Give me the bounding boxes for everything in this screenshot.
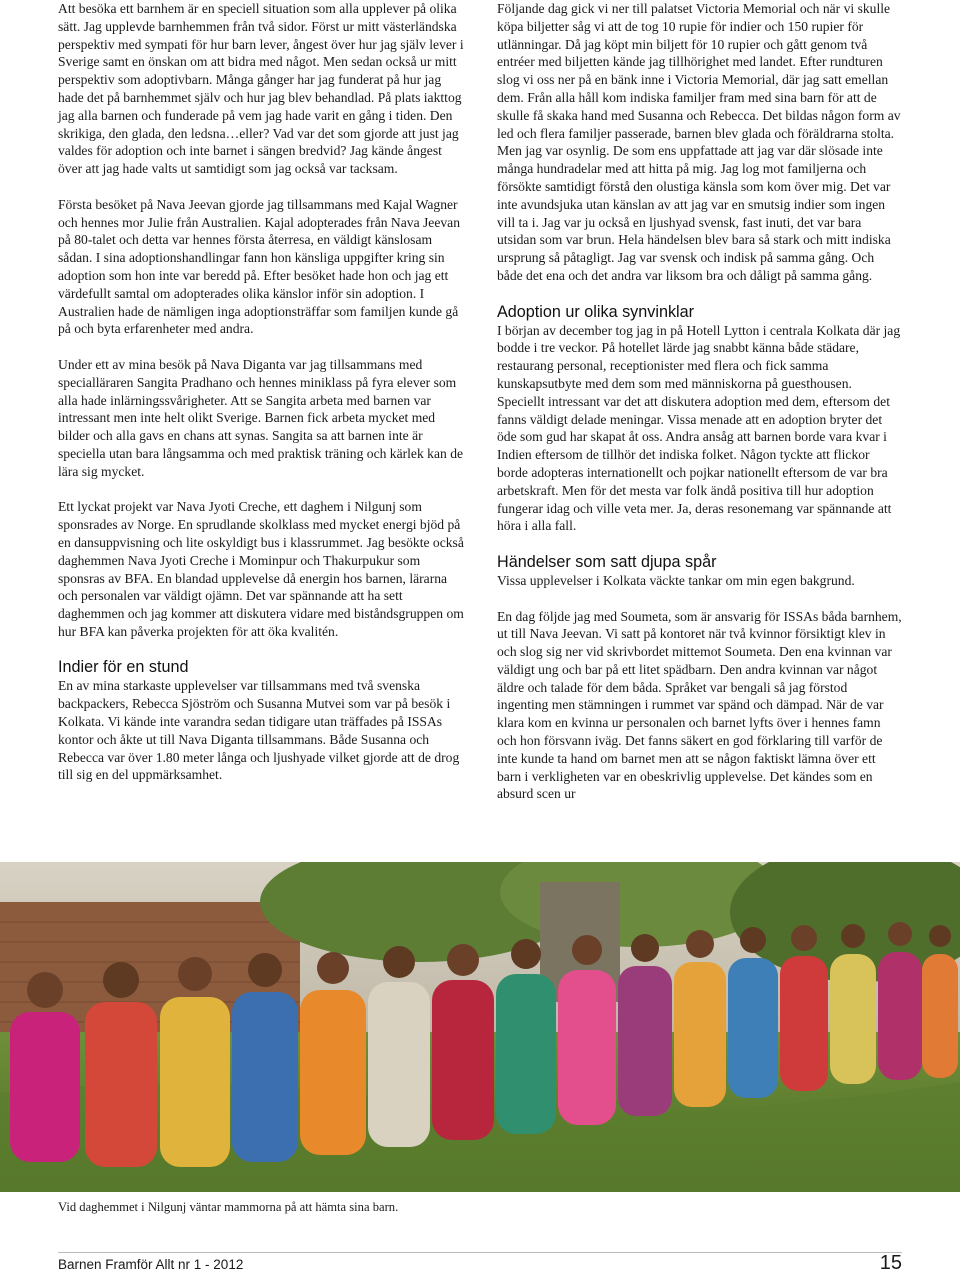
backpackers-paragraph: En av mina starkaste upplevelser var tillsammans med två svenska backpackers, Rebecca Sjöström och Susanna Mutvei som var på besök i Kolkata. Vi kände inte varandra sedan tidigare utan träffades på ISSAs kontor och åkte ut till Nava Diganta tillsammans. Både Susanna och Rebecca var över 1.80 meter långa och ljushyade vilket gjorde att de drog till sig en del uppmärksamhet. [58, 678, 460, 783]
bakgrund-paragraph: Vissa upplevelser i Kolkata väckte tankar om min egen bakgrund. [497, 572, 855, 588]
creche-paragraph: Ett lyckat projekt var Nava Jyoti Creche, ett daghem i Nilgunj som sponsrades av Norge. En sprudlande skolklass med mycket energi bjöd på en dansuppvisning och lite oskyldigt bus i klassrummet. Jag besökte också daghemmen Nava Jyoti Creche i Mominpur och Thakurpukur som sponsras av BFA. En blandad upplevelse då energin hos barnen, lärarna och personalen var väldigt ojämn. Det var spännande att ha sett daghemmen och jag kommer att diskutera vidare med biståndsgruppen om hur BFA kan påverka projekten för att öka kvalitén. [58, 499, 464, 639]
left-column [58, 0, 466, 802]
soumeta-paragraph: En dag följde jag med Soumeta, som är ansvarig för ISSAs båda barnhem, ut till Nava Jeevan. Vi satt på kontoret när två kvinnor försiktigt klev in och slog sig ner vid skrivbordet mittemot Soumeta. Den ena kvinnan var väldigt ung och bar på ett litet spädbarn. Den andra kvinnan var något äldre och talade för dem båda. Språket var bengali så jag förstod ingenting men stämningen i rummet var spänd och dämpad. När de var klara kom en kvinna ur personalen och barnet lyfts över i hennes famn och hon försvann iväg. Det fanns säkert en god förklaring till varför de inte kunde ta hand om barnet men att se någon faktiskt lämna över ett barn i verkligheten var en obeskrivlig upplevelse. Det kändes som en absurd scen ur [497, 608, 902, 802]
page-number: 15 [879, 1252, 902, 1274]
footer-divider [58, 1252, 902, 1253]
hotel-lytton-paragraph: I början av december tog jag in på Hotell Lytton i centrala Kolkata där jag bodde i tre veckor. På hotellet lärde jag snabbt känna både städare, restaurang personal, receptionister med flera och fick samma kunskapsutbyte med dem som med människorna på guesthousen. Speciellt intressant var det att diskutera adoption med dem, eftersom det fanns väldigt delade meningar. Vissa menade att en adoption bryter det öde som gud har skapat åt oss. Andra ansåg att barnen borde vara kvar i Indien eftersom de tillhör det indiska folket. Någon tyckte att flickor borde adopteras internationellt och pojkar nationellt eftersom de var bra arbetskraft. Men för det mesta var folk ändå positiva till hur adoption fungerar idag och ville veta mer. Ja, deras resonemang var spännande att höra i alla fall. [497, 322, 901, 534]
section-heading-indier: Indier för en stund [58, 658, 189, 677]
victoria-memorial-paragraph: Följande dag gick vi ner till palatset Victoria Memorial och när vi skulle köpa biljetter såg vi att de tog 10 rupie för indier och 150 rupier för utlänningar. Då jag köpt min biljett för 10 rupier och gått genom två entréer med biljetten kände jag tillhörighet med landet. Efter rundturen slog vi oss ner på en bänk inne i Victoria Memorial, där jag satt emellan dem. Från alla håll kom indiska familjer fram med sina barn för att de skulle få skaka hand med Susanna och Rebecca. Det bildas någon form av led och flera familjer passerade, barnen blev glada och föräldrarna stolta. Men jag var osynlig. De som ens uppfattade att jag var där slösade inte många hundradelar med att hitta på mig. Jag log mot familjerna och försökte samtidigt förstå den olustiga känsla som kom över mig. Det var inte avundsjuka utan känslan av att jag var en smutsig indier som ingen vill ta i. Jag var ju också en ljushyad svensk, fast inuti, det var bara utsidan som var brun. Hela händelsen blev bara så stark och mitt indiska ursprung så påtagligt. Jag var svensk och indisk på samma gång. Och både det ena och det andra var liksom bra och dåligt på samma gång. [497, 1, 901, 283]
section-heading-handelser: Händelser som satt djupa spår [497, 552, 717, 571]
right-column [497, 0, 902, 821]
nava-jeevan-paragraph: Första besöket på Nava Jeevan gjorde jag tillsammans med Kajal Wagner och hennes mor Julie från Australien. Kajal adopterades från Nava Jeevan på 80-talet och detta var hennes första återresa, en väldigt känslosam sådan. I sina adoptionshandlingar fann hon känsliga uppgifter kring sin adoption som hon inte var beredd på. Efter besöket hade hon och jag ett värdefullt samtal om adopterades olika känslor inför sin adoption. I Australien hade de nämligen inga adoptionsträffar som familjen kunde gå på och byta erfarenheter med andra. [58, 196, 460, 337]
nava-diganta-paragraph: Under ett av mina besök på Nava Diganta var jag tillsammans med specialläraren Sangita Pradhano och hennes miniklass på fyra elever som alla hade inlärningssvårigheter. Att se Sangita arbeta med barnen var intressant men inte helt olikt Sverige. Barnen fick arbeta mycket med bilder och alla gavs en chans att synas. Sangita sa att barnen inte är speciella utan bara långsamma och med praktisk träning och kärlek kan de lära sig mycket. [58, 356, 464, 479]
photo-caption: Vid daghemmet i Nilgunj väntar mammorna på att hämta sina barn. [58, 1200, 399, 1214]
footer-publication: Barnen Framför Allt nr 1 - 2012 [58, 1257, 244, 1272]
intro-paragraph: Att besöka ett barnhem är en speciell situation som alla upplever på olika sätt. Jag upplevde barnhemmen från två sidor. Först ur mitt västerländska perspektiv med sympati för hur barn lever, ångest över hur jag själv lever i Sverige samt en önskan om att bidra med något. Men sedan också ur mitt perspektiv som adoptivbarn. Många gånger har jag funderat på hur jag hade det på barnhemmet själv och hur jag blev behandlad. På plats iakttog jag alla barnen och funderade på vem jag hade varit en gång i tiden. Den skrikiga, den glada, den ledsna…eller? Vad var det som gjorde att just jag valdes för adoption och inte barnet i sängen bredvid? Jag kände ångest över att jag hade valts ut samtidigt som jag också var tacksam. [58, 1, 464, 177]
group-photo [0, 862, 960, 1192]
section-heading-adoption: Adoption ur olika synvinklar [497, 302, 695, 321]
